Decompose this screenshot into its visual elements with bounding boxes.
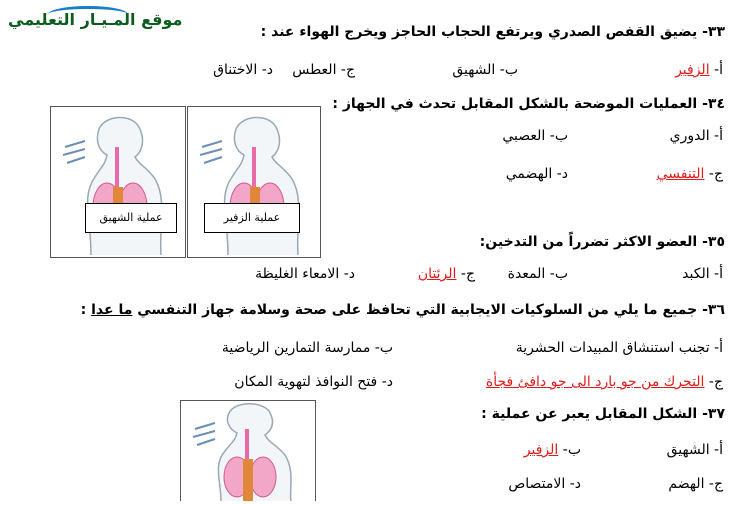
q34-option-a: أ- الدوري xyxy=(669,128,723,144)
q34-option-b: ب- العصبي xyxy=(502,128,568,144)
q37-option-c: ج- الهضم xyxy=(668,476,723,492)
logo-text: موقع المـيـار التعليمي xyxy=(8,10,183,29)
q37-option-a: أ- الشهيق xyxy=(666,442,723,458)
q36-answer: التحرك من جو بارد الى جو دافئ فجأة xyxy=(485,374,705,390)
q37-option-b xyxy=(524,442,581,458)
q36-option-d: د- فتح النوافذ لتهوية المكان xyxy=(234,374,393,390)
q33-option-c: ج- العطس xyxy=(292,62,355,78)
question-33: ٣٣- يضيق القفص الصدري ويرتفع الحجاب الحاجز ويخرج الهواء عند : xyxy=(260,24,725,40)
respiratory-system-icon xyxy=(188,107,320,257)
q35-option-b: ب- المعدة xyxy=(507,266,568,282)
q33-option-d: د- الاختناق xyxy=(213,62,273,78)
option-prefix: ج- xyxy=(704,166,723,182)
q35-answer: الرئتان xyxy=(417,266,457,282)
q36-option-c xyxy=(486,374,723,390)
q34-option-c xyxy=(657,166,723,182)
question-36 xyxy=(81,302,725,318)
respiratory-system-icon xyxy=(181,401,315,501)
q36-option-b: ب- ممارسة التمارين الرياضية xyxy=(221,340,393,356)
q34-option-d: د- الهضمي xyxy=(505,166,568,182)
q33-answer: الزفير xyxy=(675,62,710,78)
q35-option-c xyxy=(418,266,475,282)
question-36-main: ٣٦- جميع ما يلي من السلوكيات الايجابية التي تحافظ على صحة وسلامة جهاز التنفسي xyxy=(132,302,725,318)
inhalation-label: عملية الشهيق xyxy=(85,203,177,233)
respiratory-system-icon xyxy=(51,107,185,257)
figure-q37 xyxy=(180,400,316,501)
option-prefix: أ- xyxy=(709,62,723,78)
question-35: ٣٥- العضو الاكثر تضرراً من التدخين: xyxy=(479,234,725,250)
q37-option-d: د- الامتصاص xyxy=(508,476,581,492)
q37-answer: الزفير xyxy=(523,442,559,458)
figure-exhalation xyxy=(187,106,321,258)
question-37: ٣٧- الشكل المقابل يعبر عن عملية : xyxy=(481,406,725,422)
q35-option-a: أ- الكبد xyxy=(682,266,723,282)
question-36-emphasis: ما عدا xyxy=(91,302,133,318)
q35-option-d: د- الامعاء الغليظة xyxy=(255,266,355,282)
question-34: ٣٤- العمليات الموضحة بالشكل المقابل تحدث في الجهاز : xyxy=(332,96,725,112)
q33-option-b: ب- الشهيق xyxy=(452,62,518,78)
question-36-end: : xyxy=(80,302,92,318)
option-prefix: ب- xyxy=(558,442,581,458)
option-prefix: ج- xyxy=(704,374,723,390)
exhalation-label: عملية الزفير xyxy=(204,203,300,233)
option-prefix: ج- xyxy=(456,266,475,282)
site-logo xyxy=(8,6,183,40)
figure-inhalation xyxy=(50,106,186,258)
q36-option-a: أ- تجنب استنشاق المبيدات الحشرية xyxy=(515,340,723,356)
q33-option-a xyxy=(675,62,723,78)
q34-answer: التنفسي xyxy=(656,166,705,182)
